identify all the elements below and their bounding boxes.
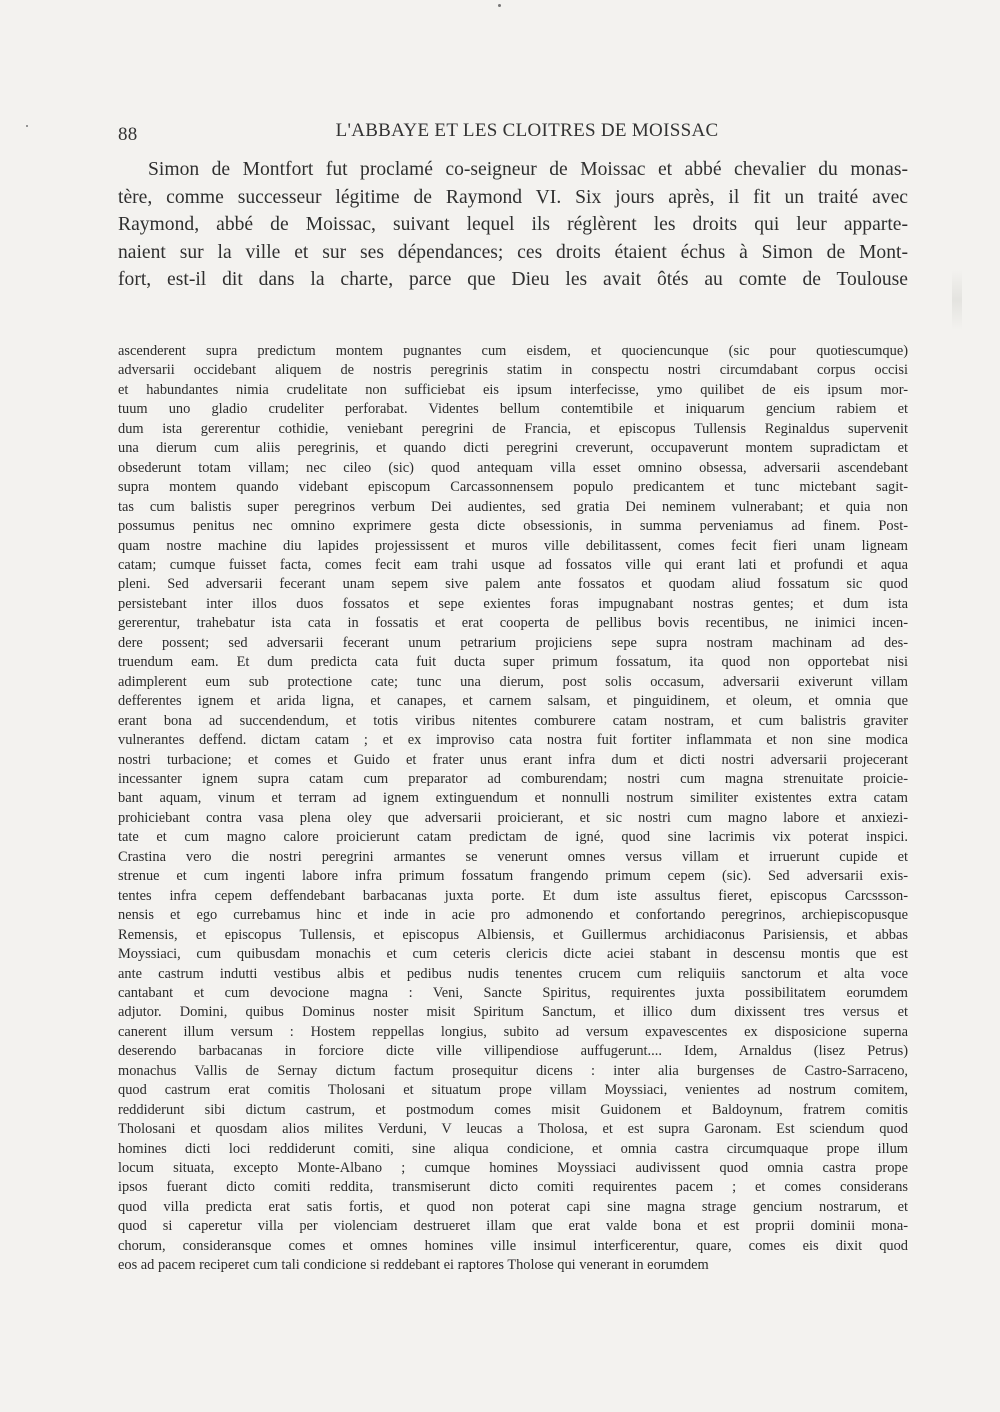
footnote-line: deserendo barbacanas in forciore dicte ville villipendiose auffugerunt.... Idem, Arnaldus (lisez Petrus) xyxy=(118,1043,908,1060)
footnote-line: dere possent; sed adversarii fecerant unum petrarium projiciens sepe supra nostram machinam ad des- xyxy=(118,634,908,651)
footnote-line: gererentur, trahebatur ista cata in fossatis et erat cooperta de pellibus bovis recentibus, ne inimici incen- xyxy=(118,615,908,632)
page-header xyxy=(118,120,906,150)
footnote-line: erant bona ad succendendum, et totis viribus nitentes comburere catam nostram, et cum balistris graviter xyxy=(118,712,908,729)
footnote-line: adjutor. Domini, quibus Dominus noster misit Spiritum Sanctum, et illico dum dixissent tres versus et xyxy=(118,1004,908,1021)
footnote-line: quod villa predicta erat satis fortis, et quod non poterat capi sine magna strage gencium nostrarum, et xyxy=(118,1198,908,1215)
footnote-block xyxy=(118,342,908,1276)
footnote-line: obsederunt totam villam; nec cileo (sic) quod antequam villa esset omnino obsessa, adversarii ascendebant xyxy=(118,459,908,476)
footnote-line: Tholosani et quosdam alios milites Verduni, V leucas a Tholosa, et est supra Garonam. Est sciendum quod xyxy=(118,1121,908,1138)
footnote-line: adversarii occidebant aliquem de nostris peregrinis statim in conspectu nostri circumdabant corpus occisi xyxy=(118,362,908,379)
footnote-line: tas cum balistis super peregrinos verbum Dei audientes, sed gratia Dei neminem vulnerabant; et quia non xyxy=(118,498,908,515)
footnote-line: adimplerent eum sub protectione cate; tunc una dierum, post solis occasum, adversarii exiverunt villam xyxy=(118,673,908,690)
footnote-line: ascenderent supra predictum montem pugnantes cum eisdem, et quociencunque (sic pour quotiescumque) xyxy=(118,343,908,359)
footnote-line: nostri turbacione; et comes et Guido et frater unus erant infra dum et dicti nostri adversarii projecerant xyxy=(118,751,908,768)
footnote-line: monachus Vallis de Sernay dictum factum prosequitur dicens : inter alia burgenses de Castro-Sarraceno, xyxy=(118,1062,908,1079)
footnote-line: canerent illum versum : Hostem reppellas longius, subito ad versum expavescentes ex disposicione superna xyxy=(118,1023,908,1040)
footnote-line: pleni. Sed adversarii fecerant unam sepem sive palem ante fossatos et quodam aliud fossatum sic quod xyxy=(118,576,908,593)
footnote-line: homines dicti loci reddiderunt comiti, sine aliqua condicione, et omnia castra circumquaque prope illum xyxy=(118,1140,908,1157)
footnote-line: locum situata, excepto Monte-Albano ; cumque homines Moyssiaci audivissent quod omnia castra prope xyxy=(118,1160,908,1177)
footnote-line: possumus penitus nec omnino exprimere gesta dicte obsessionis, in summa perveniamus ad finem. Post- xyxy=(118,518,908,535)
footnote-line: chorum, consideransque comes et omnes homines ville insimul interficerentur, quare, comes eis dixit quod xyxy=(118,1237,908,1254)
footnote-line: Crastina vero die nostri peregrini armantes se venerunt omnes versus villam et irruerunt cupide et xyxy=(118,848,908,865)
footnote-line: prohiciebant contra vasa plena oley que adversarii proicierant, et sic nostri cum magno labore et anxiezi- xyxy=(118,809,908,826)
printed-dot xyxy=(26,125,28,127)
footnote-line: bant aquam, vinum et terram ad ignem extinguendum et nonnulli nostrum similiter existentes extra catam xyxy=(118,790,908,807)
footnote-line: vulnerantes deffend. dictam catam ; et ex improviso cata nostra fuit fortiter inflammata et non sine modica xyxy=(118,732,908,749)
footnote-line: reddiderunt sibi dictum castrum, et postmodum comes misit Guidonem et Baldoynum, fratrem comitis xyxy=(118,1101,908,1118)
footnote-line: tuum uno gladio crudeliter perforabat. Videntes bellum contemtibile et iniquarum gencium rabiem et xyxy=(118,401,908,418)
footnote-line: quod castrum erat comitis Tholosani et situatum prope villam Moyssiaci, venientes ad nostrum comitem, xyxy=(118,1082,908,1099)
footnote-line: una dierum cum aliis peregrinis, et quando dicti peregrini creverunt, occupaverunt montem supradictam et xyxy=(118,440,908,457)
main-paragraph xyxy=(118,156,908,294)
footnote-line: eos ad pacem reciperet cum tali condicione si reddebant ei raptores Tholose qui venerant in eorumdem xyxy=(118,1257,709,1274)
footnote-line: quam nostre machine diu lapides projessissent et muros ville debilitassent, comes fecit fieri unam ligneam xyxy=(118,537,908,554)
footnote-line: persistebant inter illos duos fossatos et sepe exientes foras impugnabant nostras gentes; et dum ista xyxy=(118,595,908,612)
footnote-line: tate et cum magno calore proicierunt catam predictam de igné, quod sine lacrimis vix poterat inspici. xyxy=(118,829,908,846)
main-text-line: naient sur la ville et sur ses dépendances; ces droits étaient échus à Simon de Mont- xyxy=(118,241,908,263)
page-smudge xyxy=(952,270,962,330)
footnote-line: supra montem quando videbant episcopum Carcassonnensem populo predicantem et tunc mictebant sagit- xyxy=(118,479,908,496)
footnote-line: ante castrum indutti vestibus albis et pedibus nudis tenentes crucem cum reliquiis sanctorum et alta voce xyxy=(118,965,908,982)
footnote-line: Moyssiaci, cum quibusdam monachis et cum ceteris clericis dicte aciei stabant in descensu montis que est xyxy=(118,946,908,963)
footnote-line: quod si caperetur villa per violenciam destrueret illam que erat valde bona et est proprii dominii mona- xyxy=(118,1218,908,1235)
footnote-line: dum ista gererentur cothidie, veniebant peregrini de Francia, et episcopus Tullensis Reginaldus supervenit xyxy=(118,420,908,437)
footnote-line: et habundantes nimia crudelitate non sufficiebat eis ipsum interfecisse, ymo quilibet de eis ipsum mor- xyxy=(118,381,908,398)
page-number: 88 xyxy=(118,124,138,145)
footnote-line: defferentes ignem et arida ligna, et canapes, et carnem salsam, et pinguidinem, et oleum, et omnia que xyxy=(118,693,908,710)
main-text-line: Simon de Montfort fut proclamé co-seigneur de Moissac et abbé chevalier du monas- xyxy=(148,159,908,180)
footnote-line: strenue et cum ingenti labore infra primum fossatum frangendo primum cepem (sic). Sed adversarii exis- xyxy=(118,868,908,885)
footnote-line: catam; cumque fuisset facta, comes fecit eam trahi usque ad fossatos ville qui erant lati et profundi et aqua xyxy=(118,556,908,573)
footnote-line: incessanter ignem supra catam cum preparator ad comburendam; nostri cum magna strenuitate proicie- xyxy=(118,770,908,787)
main-text-line: Raymond, abbé de Moissac, suivant lequel ils réglèrent les droits qui leur apparte- xyxy=(118,214,908,236)
footnote-line: truendum eam. Et dum predicta cata fuit ducta super primum fossatum, ita quod non opportebat nisi xyxy=(118,654,908,671)
main-text-line: fort, est-il dit dans la charte, parce que Dieu les avait ôtés au comte de Toulouse xyxy=(118,269,908,291)
footnote-line: cantabant et cum devocione magna : Veni, Sancte Spiritus, requirentes juxta possibilitatem eorumdem xyxy=(118,984,908,1001)
footnote-line: tentes infra cepem deffendebant barbacanas juxta porte. Et dum iste assultus fieret, episcopus Carcssson- xyxy=(118,887,908,904)
footnote-line: nensis et ego currebamus hinc et inde in acie pro admonendo et confortando peregrinos, archiepiscopusque xyxy=(118,907,908,924)
main-text-line: tère, comme successeur légitime de Raymond VI. Six jours après, il fit un traité avec xyxy=(118,186,908,208)
footnote-line: ipsos fuerant dicto comiti reddita, transmiserunt dicto comiti requirentes pacem ; et comes considerans xyxy=(118,1179,908,1196)
printed-dot xyxy=(498,4,501,7)
footnote-line: Remensis, et episcopus Tullensis, et episcopus Albiensis, et Guillermus archidiaconus Parisiensis, et abbas xyxy=(118,926,908,943)
running-title: L'ABBAYE ET LES CLOITRES DE MOISSAC xyxy=(335,120,719,141)
